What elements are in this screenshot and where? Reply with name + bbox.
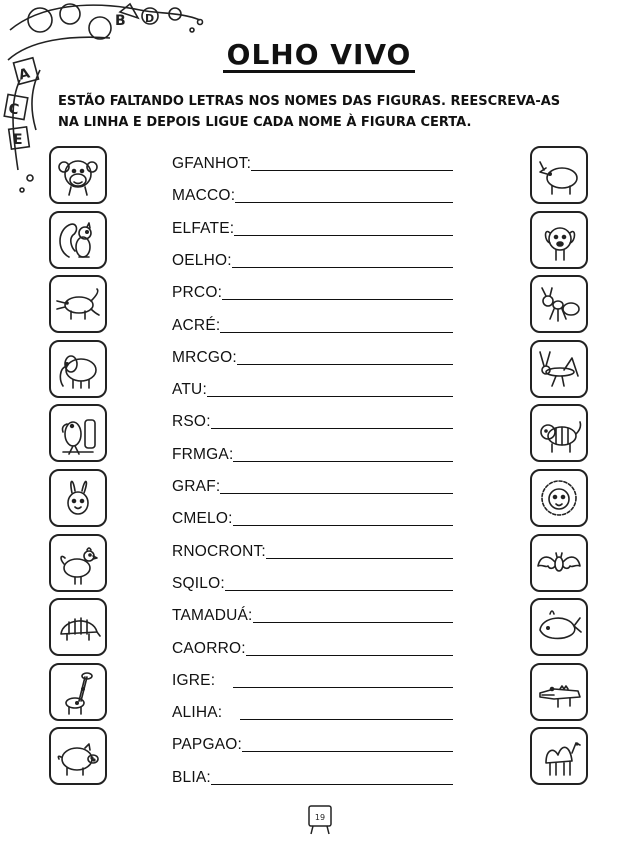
incomplete-word: MRCGO: <box>172 348 237 366</box>
answer-line[interactable] <box>222 285 453 300</box>
incomplete-word: TAMADUÁ: <box>172 607 253 625</box>
grasshopper-icon <box>536 346 582 392</box>
incomplete-word: CAORRO: <box>172 639 246 657</box>
instructions-line-2: NA LINHA E DEPOIS LIGUE CADA NOME À FIGURA CERTA. <box>58 115 472 130</box>
left-figure-box-monkey[interactable] <box>49 146 107 204</box>
svg-text:B: B <box>115 13 126 29</box>
word-row <box>172 409 453 431</box>
answer-line[interactable] <box>240 705 453 720</box>
lion-icon <box>536 475 582 521</box>
left-figure-box-elephant[interactable] <box>49 340 107 398</box>
monkey-icon <box>55 152 101 198</box>
answer-line[interactable] <box>232 253 453 268</box>
incomplete-word: IGRE: <box>172 671 216 689</box>
right-figure-box-tiger[interactable] <box>530 404 588 462</box>
left-figure-box-squirrel[interactable] <box>49 211 107 269</box>
answer-line[interactable] <box>242 737 453 752</box>
instructions <box>58 91 598 133</box>
right-figure-box-lion[interactable] <box>530 469 588 527</box>
answer-line[interactable] <box>251 156 453 171</box>
answer-line[interactable] <box>233 511 453 526</box>
answer-line[interactable] <box>220 318 453 333</box>
armadillo-icon <box>55 604 101 650</box>
right-figure-box-rhinoceros[interactable] <box>530 146 588 204</box>
svg-text:E: E <box>13 132 23 148</box>
word-row <box>172 313 453 335</box>
ant-icon <box>536 281 582 327</box>
alligator-icon <box>536 669 582 715</box>
answer-line[interactable] <box>220 479 453 494</box>
answer-line[interactable] <box>266 544 453 559</box>
answer-line[interactable] <box>234 221 453 236</box>
incomplete-word: PRCO: <box>172 284 223 302</box>
incomplete-word: GFANHOT: <box>172 155 252 172</box>
answer-line[interactable] <box>237 350 453 365</box>
page-number-badge <box>303 802 337 836</box>
answer-line[interactable] <box>246 641 453 656</box>
right-figure-box-dog[interactable] <box>530 211 588 269</box>
answer-line[interactable] <box>233 673 453 688</box>
word-row <box>172 280 453 302</box>
left-figure-box-rabbit[interactable] <box>49 469 107 527</box>
right-figure-box-camel[interactable] <box>530 727 588 785</box>
word-row <box>172 442 453 464</box>
incomplete-word: GRAF: <box>172 478 221 495</box>
incomplete-word: FRMGA: <box>172 445 234 463</box>
incomplete-word: RSO: <box>172 413 211 431</box>
right-figure-box-bat[interactable] <box>530 534 588 592</box>
elephant-icon <box>55 346 101 392</box>
answer-line[interactable] <box>253 608 453 623</box>
left-figure-box-armadillo[interactable] <box>49 598 107 656</box>
word-row <box>172 700 453 722</box>
word-row <box>172 506 453 528</box>
whale-icon <box>536 604 582 650</box>
answer-line[interactable] <box>235 188 453 203</box>
incomplete-word: CMELO: <box>172 510 233 528</box>
squirrel-icon <box>55 217 101 263</box>
rabbit-icon <box>55 475 101 521</box>
left-figure-box-parrot[interactable] <box>49 404 107 462</box>
svg-text:D: D <box>145 12 155 25</box>
incomplete-word: MACCO: <box>172 187 236 205</box>
left-figure-box-pig[interactable] <box>49 727 107 785</box>
word-row <box>172 474 453 496</box>
answer-line[interactable] <box>225 576 453 591</box>
word-row <box>172 377 453 399</box>
left-figure-box-chicken[interactable] <box>49 534 107 592</box>
answer-line[interactable] <box>233 447 453 462</box>
page-title <box>0 38 638 73</box>
word-row <box>172 248 453 270</box>
word-row <box>172 668 453 690</box>
word-row <box>172 571 453 593</box>
camel-icon <box>536 733 582 779</box>
word-row <box>172 539 453 561</box>
page-number: 19 <box>314 813 326 822</box>
word-row <box>172 216 453 238</box>
incomplete-word: ALIHA: <box>172 704 223 722</box>
svg-text:C: C <box>7 100 21 119</box>
tiger-icon <box>536 410 582 456</box>
answer-line[interactable] <box>207 382 453 397</box>
svg-text:A: A <box>16 65 32 84</box>
chicken-icon <box>55 540 101 586</box>
incomplete-word: ATU: <box>172 381 207 399</box>
word-row <box>172 183 453 205</box>
incomplete-word: RNOCRONT: <box>172 542 266 560</box>
right-figure-box-grasshopper[interactable] <box>530 340 588 398</box>
right-figure-box-alligator[interactable] <box>530 663 588 721</box>
page-title-text: OLHO VIVO <box>223 40 416 73</box>
bat-icon <box>536 540 582 586</box>
word-row <box>172 636 453 658</box>
answer-line[interactable] <box>211 414 453 429</box>
incomplete-word: PAPGAO: <box>172 736 243 754</box>
incomplete-word: ACRÉ: <box>172 316 221 334</box>
answer-line[interactable] <box>211 770 453 785</box>
incomplete-word: OELHO: <box>172 251 232 269</box>
right-figure-box-ant[interactable] <box>530 275 588 333</box>
left-figure-box-giraffe[interactable] <box>49 663 107 721</box>
word-row <box>172 151 453 173</box>
right-figure-box-whale[interactable] <box>530 598 588 656</box>
parrot-icon <box>55 410 101 456</box>
incomplete-word: ELFATE: <box>172 219 235 237</box>
rhinoceros-icon <box>536 152 582 198</box>
word-row <box>172 345 453 367</box>
giraffe-icon <box>55 669 101 715</box>
anteater-icon <box>55 281 101 327</box>
word-row <box>172 765 453 787</box>
word-row <box>172 732 453 754</box>
pig-icon <box>55 733 101 779</box>
incomplete-word: SQILO: <box>172 574 225 592</box>
left-figure-box-anteater[interactable] <box>49 275 107 333</box>
dog-icon <box>536 217 582 263</box>
word-row <box>172 603 453 625</box>
incomplete-word: BLIA: <box>172 768 211 786</box>
instructions-line-1: ESTÃO FALTANDO LETRAS NOS NOMES DAS FIGURAS. REESCREVA-AS <box>58 94 561 109</box>
